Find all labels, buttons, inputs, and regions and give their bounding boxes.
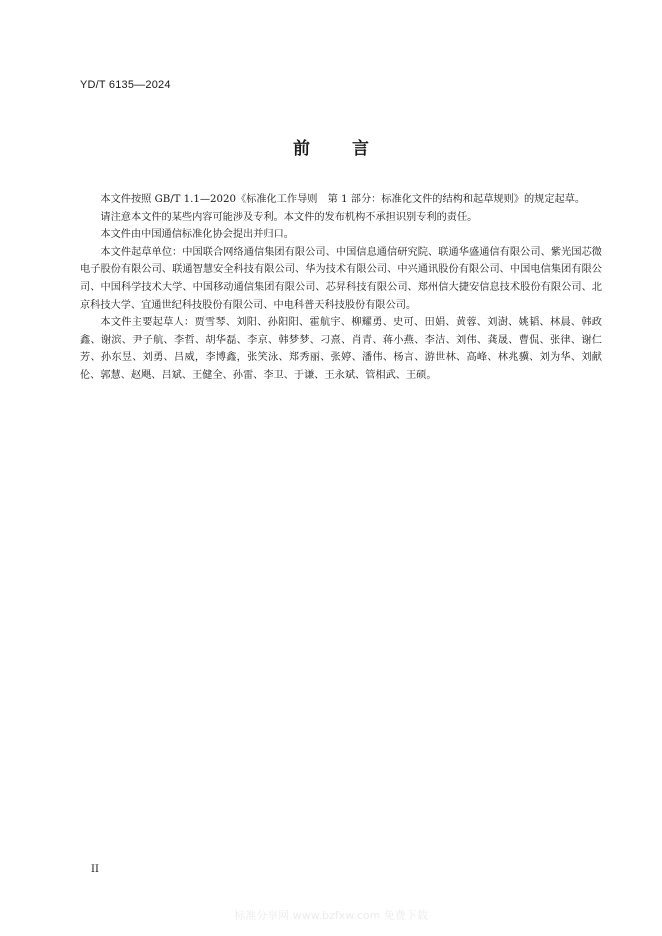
document-code: YD/T 6135—2024 [80,79,171,91]
paragraph-patent-notice: 请注意本文件的某些内容可能涉及专利。本文件的发布机构不承担识别专利的责任。 [100,211,478,223]
page-title [0,134,662,159]
page-number: II [91,864,99,875]
paragraph-drafting-units: 本文件起草单位：中国联合网络通信集团有限公司、中国信息通信研究院、联通华盛通信有限公司、紫光国芯微电子股份有限公司、联通智慧安全科技有限公司、华为技术有限公司、中兴通讯股份有限公司、中国电信集团有限公司、中国科学技术大学、中国移动通信集团有限公司、芯昇科技有限公司、郑州信大捷安信息技术股份有限公司、北京科技大学、宜通世纪科技股份有限公司、中电科普天科技股份有限公司。 [80,246,602,311]
watermark: 标准分享网 www.bzfxw.com 免费下载 [234,909,428,922]
paragraph-proposer: 本文件由中国通信标准化协会提出并归口。 [100,229,294,241]
title-char-1: 前 [293,139,310,159]
preface-body [80,191,602,385]
paragraph-drafting-rules: 本文件按照 GB/T 1.1—2020《标准化工作导则 第 1 部分：标准化文件的结构和起草规则》的规定起草。 [100,194,586,205]
title-char-2: 言 [352,139,369,159]
paragraph-drafters: 本文件主要起草人：贾雪琴、刘阳、孙阳阳、霍航宇、柳耀勇、史可、田娟、黄蓉、刘澍、姚韬、林晨、韩政鑫、谢滨、尹子航、李哲、胡华磊、李京、韩梦梦、刁熹、肖青、蒋小燕、李洁、刘伟、龚晟、曹侃、张律、谢仁芳、孙东昱、刘勇、吕威，李博鑫，张笑泳、郑秀丽、张婷、潘伟、杨言、游世林、高峰、林兆骥、刘为华、刘献伦、郭慧、赵飓、吕斌、王健全、孙雷、李卫、于谦、王永斌、管相武、王硕。 [80,317,602,381]
